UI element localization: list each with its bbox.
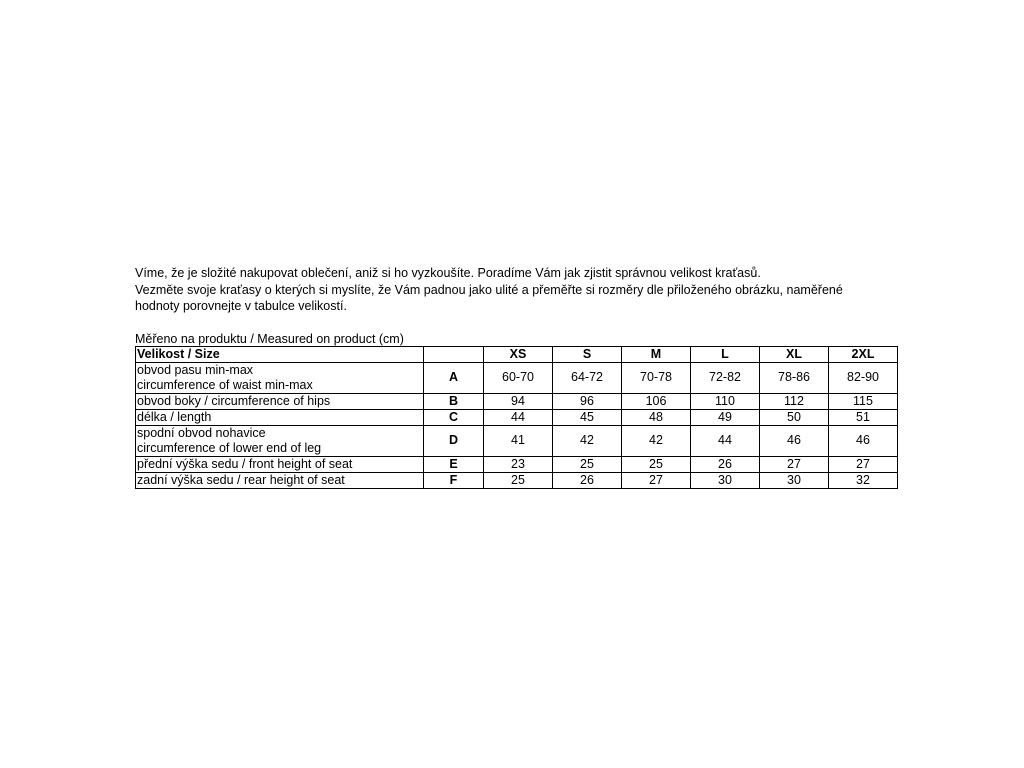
size-table xyxy=(135,346,898,489)
table-row xyxy=(136,472,898,488)
table-cell: 26 xyxy=(553,472,622,488)
table-cell: 48 xyxy=(622,409,691,425)
row-label xyxy=(136,362,424,393)
table-cell: 46 xyxy=(760,425,829,456)
table-cell: 82-90 xyxy=(829,362,898,393)
header-key xyxy=(424,346,484,362)
header-label: Velikost / Size xyxy=(136,346,424,362)
table-cell: 32 xyxy=(829,472,898,488)
table-cell: 46 xyxy=(829,425,898,456)
header-size-2xl: 2XL xyxy=(829,346,898,362)
row-label-line: obvod pasu min-max xyxy=(137,362,254,377)
table-cell: 23 xyxy=(484,456,553,472)
table-cell: 115 xyxy=(829,393,898,409)
header-size-l: L xyxy=(691,346,760,362)
table-cell: 42 xyxy=(553,425,622,456)
table-header-row xyxy=(136,346,898,362)
intro-line: hodnoty porovnejte v tabulce velikostí. xyxy=(135,299,347,313)
table-cell: 27 xyxy=(760,456,829,472)
header-size-xs: XS xyxy=(484,346,553,362)
row-label-line: spodní obvod nohavice xyxy=(137,425,266,440)
row-key: D xyxy=(424,425,484,456)
row-label-line: circumference of lower end of leg xyxy=(137,440,322,455)
table-cell: 27 xyxy=(829,456,898,472)
row-label: zadní výška sedu / rear height of seat xyxy=(136,472,424,488)
table-cell: 60-70 xyxy=(484,362,553,393)
table-cell: 51 xyxy=(829,409,898,425)
header-size-m: M xyxy=(622,346,691,362)
table-cell: 27 xyxy=(622,472,691,488)
table-cell: 25 xyxy=(622,456,691,472)
table-cell: 26 xyxy=(691,456,760,472)
row-key: E xyxy=(424,456,484,472)
table-cell: 50 xyxy=(760,409,829,425)
table-cell: 72-82 xyxy=(691,362,760,393)
table-cell: 70-78 xyxy=(622,362,691,393)
table-row xyxy=(136,425,898,456)
table-row xyxy=(136,362,898,393)
table-cell: 112 xyxy=(760,393,829,409)
row-label: obvod boky / circumference of hips xyxy=(136,393,424,409)
table-cell: 45 xyxy=(553,409,622,425)
table-cell: 64-72 xyxy=(553,362,622,393)
table-row xyxy=(136,393,898,409)
table-cell: 30 xyxy=(691,472,760,488)
table-cell: 25 xyxy=(553,456,622,472)
table-row xyxy=(136,456,898,472)
table-cell: 30 xyxy=(760,472,829,488)
table-cell: 96 xyxy=(553,393,622,409)
table-row xyxy=(136,409,898,425)
table-cell: 78-86 xyxy=(760,362,829,393)
table-cell: 106 xyxy=(622,393,691,409)
table-cell: 42 xyxy=(622,425,691,456)
size-guide xyxy=(135,265,895,489)
table-cell: 44 xyxy=(691,425,760,456)
row-key: A xyxy=(424,362,484,393)
table-cell: 49 xyxy=(691,409,760,425)
header-size-xl: XL xyxy=(760,346,829,362)
table-cell: 94 xyxy=(484,393,553,409)
intro-text xyxy=(135,265,895,315)
header-size-s: S xyxy=(553,346,622,362)
table-cell: 25 xyxy=(484,472,553,488)
table-cell: 44 xyxy=(484,409,553,425)
row-label-line: circumference of waist min-max xyxy=(137,377,313,392)
table-caption: Měřeno na produktu / Measured on product (cm) xyxy=(135,331,404,346)
intro-line: Víme, že je složité nakupovat oblečení, aniž si ho vyzkoušíte. Poradíme Vám jak zjistit správnou velikost kraťasů. xyxy=(135,266,761,280)
row-key: F xyxy=(424,472,484,488)
row-label xyxy=(136,425,424,456)
table-cell: 41 xyxy=(484,425,553,456)
intro-line: Vezměte svoje kraťasy o kterých si myslíte, že Vám padnou jako ulité a přeměřte si rozměry dle přiloženého obrázku, naměřené xyxy=(135,282,843,297)
row-key: C xyxy=(424,409,484,425)
row-key: B xyxy=(424,393,484,409)
row-label: přední výška sedu / front height of seat xyxy=(136,456,424,472)
table-cell: 110 xyxy=(691,393,760,409)
row-label: délka / length xyxy=(136,409,424,425)
